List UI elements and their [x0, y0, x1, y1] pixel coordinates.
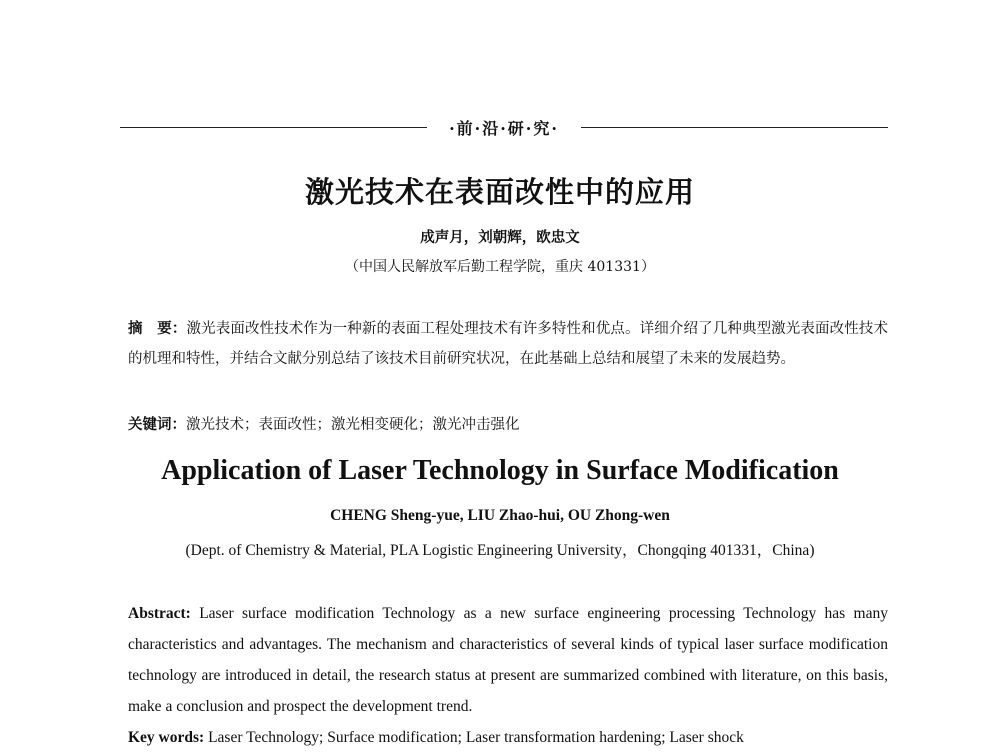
header-rule-right: [581, 127, 888, 128]
en-abstract-text: Laser surface modification Technology as a new surface engineering processing Technology has many characteristics and advantages. The mechanism and characteristics of several kinds of typical laser surface modification technology are introduced in detail, the research status at present are summarized combined with literature, on this basis, make a conclusion and prospect the development trend.: [128, 605, 888, 715]
cn-title: 激光技术在表面改性中的应用: [304, 175, 695, 209]
en-keywords-text: Laser Technology; Surface modification; Laser transformation hardening; Laser shock: [204, 729, 744, 746]
cn-keywords: [128, 410, 888, 440]
cn-abstract: [128, 314, 888, 374]
en-title: Application of Laser Technology in Surface Modification: [161, 455, 839, 486]
cn-authors: 成声月，刘朝辉，欧忠文: [420, 229, 580, 246]
en-keywords: [128, 722, 888, 753]
section-label: ·前·沿·研·究·: [449, 118, 559, 138]
cn-abstract-label: 摘 要：: [128, 320, 187, 337]
cn-abstract-text: 激光表面改性技术作为一种新的表面工程处理技术有许多特性和优点。详细介绍了几种典型激光表面改性技术的机理和特性，并结合文献分别总结了该技术目前研究状况，在此基础上总结和展望了未来的发展趋势。: [128, 321, 889, 367]
en-authors: CHENG Sheng-yue, LIU Zhao-hui, OU Zhong-wen: [330, 507, 670, 524]
en-abstract-label: Abstract:: [128, 605, 191, 622]
cn-keywords-text: 激光技术；表面改性；激光相变硬化；激光冲击强化: [186, 417, 520, 433]
en-keywords-label: Key words:: [128, 729, 205, 746]
cn-affiliation: （中国人民解放军后勤工程学院，重庆 401331）: [345, 259, 655, 275]
en-affiliation: (Dept. of Chemistry & Material, PLA Logistic Engineering University，Chongqing 401331，China): [185, 542, 815, 559]
en-abstract: [128, 598, 888, 722]
header-rule-left: [120, 127, 427, 128]
cn-keywords-label: 关键词：: [128, 416, 186, 433]
section-header: [120, 112, 888, 142]
